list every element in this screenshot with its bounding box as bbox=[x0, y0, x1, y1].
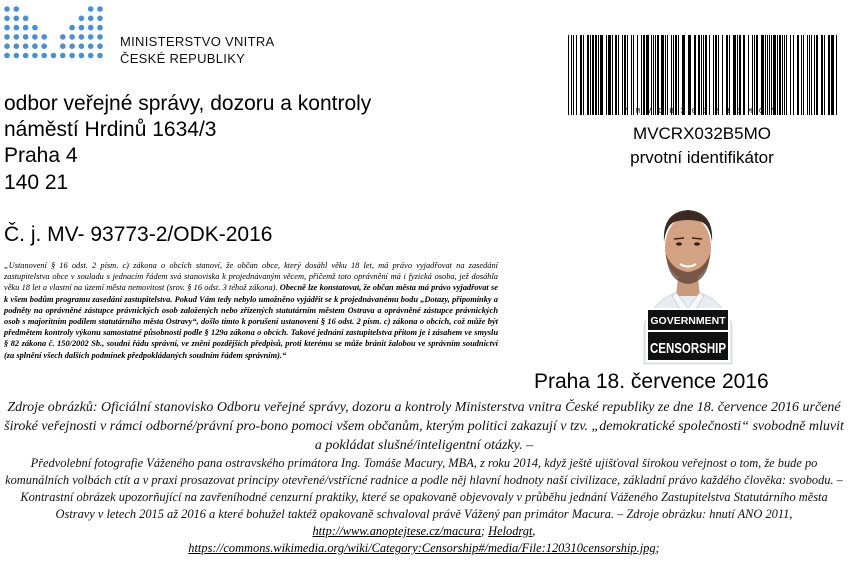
stamp-line-2: CENSORSHIP bbox=[650, 340, 726, 357]
barcode-bar bbox=[598, 35, 599, 115]
logo-dot bbox=[97, 53, 103, 59]
logo-dot bbox=[60, 34, 66, 40]
barcode-bar bbox=[769, 35, 770, 115]
barcode-bar bbox=[722, 35, 723, 115]
barcode-bar bbox=[665, 35, 666, 115]
barcode-bar bbox=[671, 35, 672, 115]
source-link-helodrgt[interactable]: Helodrgt bbox=[488, 524, 533, 538]
logo-dot bbox=[23, 34, 29, 40]
barcode-bar bbox=[777, 35, 778, 115]
barcode-bar bbox=[821, 35, 823, 115]
barcode-bar bbox=[737, 35, 738, 115]
barcode-bar bbox=[765, 35, 766, 115]
barcode-bar bbox=[571, 35, 572, 115]
logo-dot bbox=[23, 25, 29, 31]
logo-dot bbox=[14, 6, 20, 12]
caption-details-text: Předvolební fotografie Váženého pana ostravského primátora Ing. Tomáše Macury, MBA, z roku 2014, když ještě ujišťoval širokou veřejnost o tom, že bude po komunálních volbách ctít a v praxi prosazovat principy otevřené/vstřícné radnice a podle něj hlavní hodnoty naší civilizace, základní právo každého člověka: svobodu. – Kontrastní obrázek upozorňující na zavřeníhodné cenzurní praktiky, které se opakovaně objevovaly v průběhu jednání Váženého Zastupitelstva Statutárního města Ostravy v letech 2015 až 2016 a které bohužel taktéž opakovaně schvaloval právě Vážený pan primátor Macura. – Zdroje obrázku: hnutí ANO 2011, bbox=[5, 456, 843, 521]
logo-dot bbox=[32, 53, 38, 59]
barcode-bar bbox=[633, 35, 634, 115]
logo-dot bbox=[14, 43, 20, 49]
barcode-bar bbox=[631, 35, 632, 115]
barcode-bar bbox=[793, 35, 794, 115]
barcode-bar bbox=[682, 35, 685, 115]
caption-main: Zdroje obrázků: Oficiální stanovisko Odboru veřejné správy, dozoru a kontroly Ministerstva vnitra České republiky ze dne 18. července 2016 určené široké veřejnosti v rámci odborné/právní pro-bono pomoci všem občanům, kterým politici zakazují v tzv. „demokratické společnosti“ svobodně mluvit a pokládat slušné/inteligentní otázky. – bbox=[4, 400, 844, 453]
barcode-bar bbox=[587, 35, 589, 115]
barcode-bar bbox=[661, 35, 664, 115]
logo-dot bbox=[4, 34, 10, 40]
logo-dot bbox=[4, 43, 10, 49]
ministry-name-line-1: MINISTERSTVO VNITRA bbox=[120, 34, 275, 49]
source-link-wikimedia[interactable]: https://commons.wikimedia.org/wiki/Category:Censorship#/media/File:120310censorship.jpg bbox=[188, 541, 656, 555]
logo-dot bbox=[79, 43, 85, 49]
barcode-bar bbox=[673, 35, 674, 115]
barcode-bar bbox=[754, 35, 755, 115]
barcode-bar bbox=[627, 35, 628, 115]
source-link-ano[interactable]: http://www.anoptejtese.cz/macura bbox=[312, 524, 481, 538]
logo-dot bbox=[97, 16, 103, 22]
identifier-code: MVCRX032B5MO bbox=[633, 124, 771, 143]
barcode-bar bbox=[583, 35, 584, 115]
barcode-bar bbox=[573, 35, 574, 115]
logo-dot bbox=[32, 34, 38, 40]
caption-details bbox=[2, 455, 846, 557]
address-city: Praha 4 bbox=[4, 144, 78, 167]
barcode-bar bbox=[779, 35, 781, 115]
legal-quote bbox=[4, 260, 498, 361]
caption-comma: , bbox=[532, 524, 536, 538]
barcode-bar bbox=[811, 35, 812, 115]
document-date: Praha 18. července 2016 bbox=[534, 370, 769, 393]
barcode-bar bbox=[608, 35, 611, 115]
logo-dot bbox=[4, 25, 10, 31]
logo-dot bbox=[60, 43, 66, 49]
barcode-bar bbox=[580, 35, 582, 115]
logo-dot bbox=[4, 53, 10, 59]
barcode-bar bbox=[828, 35, 830, 115]
logo-dot bbox=[69, 34, 75, 40]
logo-dot bbox=[88, 16, 94, 22]
barcode-bar bbox=[836, 35, 837, 115]
barcode-bar bbox=[713, 35, 714, 115]
caption-separator: ; bbox=[480, 524, 489, 538]
logo-dot bbox=[51, 53, 57, 59]
logo-dot bbox=[32, 25, 38, 31]
barcode-bar bbox=[824, 35, 825, 115]
logo-dot bbox=[88, 34, 94, 40]
barcode-bar bbox=[667, 35, 668, 115]
barcode-bar bbox=[703, 35, 704, 115]
logo-dot bbox=[41, 53, 47, 59]
logo-dot bbox=[23, 53, 29, 59]
logo-dot bbox=[23, 43, 29, 49]
barcode-bar bbox=[694, 35, 696, 115]
barcode-bar bbox=[600, 35, 603, 115]
barcode-bar bbox=[705, 35, 707, 115]
barcode-bar bbox=[782, 35, 783, 115]
barcode-bar bbox=[657, 35, 659, 115]
ministry-logo-icon bbox=[2, 4, 106, 62]
logo-dot bbox=[79, 53, 85, 59]
barcode-bar bbox=[624, 35, 626, 115]
barcode-bar bbox=[715, 35, 717, 115]
barcode-bar bbox=[733, 35, 736, 115]
legal-quote-intro: „Ustanovení § 16 odst. 2 písm. c) zákona o obcích stanoví, že občan obce, který dosáhl věku 18 let, má právo vyjadřovat na zasedání zastupitelstva obce v souladu s jednacím řádem svá stanoviska k projednávaným věcem, přičemž toto oprávnění má i fyzická osoba, jež dosáhla věku 18 let a vlastní na území města nemovitost (srov. § 16 odst. 3 téhož zákona). bbox=[4, 261, 498, 293]
logo-dot bbox=[79, 34, 85, 40]
barcode-bar bbox=[809, 35, 810, 115]
barcode-human-readable: *MVCRX032B5MO* bbox=[624, 108, 782, 116]
address-department: odbor veřejné správy, dozoru a kontroly bbox=[4, 92, 372, 115]
portrait-photo-icon bbox=[638, 184, 738, 364]
barcode-bar bbox=[761, 35, 764, 115]
barcode-bar bbox=[718, 35, 719, 115]
reference-number: Č. j. MV- 93773-2/ODK-2016 bbox=[4, 223, 273, 246]
barcode-bar bbox=[816, 35, 818, 115]
barcode-bar bbox=[606, 35, 607, 115]
logo-dot bbox=[97, 25, 103, 31]
barcode-bar bbox=[641, 35, 642, 115]
logo-dot bbox=[60, 53, 66, 59]
barcode-bar bbox=[646, 35, 649, 115]
barcode-bar bbox=[622, 35, 623, 115]
logo-dot bbox=[88, 53, 94, 59]
barcode-bar bbox=[655, 35, 656, 115]
barcode-bar bbox=[756, 35, 758, 115]
barcode-bar bbox=[595, 35, 597, 115]
logo-dot bbox=[97, 43, 103, 49]
barcode-icon bbox=[566, 35, 840, 115]
barcode-bar bbox=[701, 35, 702, 115]
barcode-bar bbox=[801, 35, 802, 115]
barcode-bar bbox=[739, 35, 741, 115]
barcode-bar bbox=[637, 35, 638, 115]
barcode-bar bbox=[771, 35, 772, 115]
barcode-bar bbox=[675, 35, 677, 115]
logo-dot bbox=[41, 34, 47, 40]
barcode-bar bbox=[814, 35, 815, 115]
barcode-bar bbox=[643, 35, 645, 115]
barcode-bar bbox=[592, 35, 594, 115]
barcode-bar bbox=[748, 35, 749, 115]
logo-dot bbox=[69, 43, 75, 49]
caption-end: ; bbox=[655, 541, 660, 555]
barcode-bar bbox=[831, 35, 834, 115]
barcode-bar bbox=[618, 35, 619, 115]
logo-dot bbox=[79, 16, 85, 22]
barcode-bar bbox=[612, 35, 613, 115]
barcode-bar bbox=[651, 35, 652, 115]
address-postcode: 140 21 bbox=[4, 171, 69, 194]
logo-dot bbox=[41, 43, 47, 49]
logo-dot bbox=[4, 16, 10, 22]
image-caption bbox=[2, 398, 846, 557]
barcode-bar bbox=[784, 35, 785, 115]
barcode-bar bbox=[752, 35, 753, 115]
logo-dot bbox=[23, 16, 29, 22]
barcode-bar bbox=[729, 35, 730, 115]
logo-dot bbox=[14, 53, 20, 59]
barcode-bar bbox=[803, 35, 804, 115]
logo-dot bbox=[88, 43, 94, 49]
legal-quote-bold: Obecně lze konstatovat, že občan města má právo vyjadřovat se k všem bodům programu zasedání zastupitelstva. Pokud Vám tedy nebylo umožněno vyjádřit se k projednávanému bodu „Dotazy, připomínky a podněty na oprávněné zástupce právnických osob založených nebo zřízených statutárním městem Ostrava a oprávněné zástupce právnických osob s majoritním podílem statutárního města Ostravy“, došlo tímto k porušení ustanovení § 16 odst. 2 písm. c) zákona o obcích, což může být předmětem kontroly výkonu samostatné působnosti podle § 129a zákona o obcích. Takové jednání zastupitelstva přitom je i zásahem ve smyslu § 82 zákona č. 150/2002 Sb., soudní řádu správní, ve znění pozdějších předpisů, proti kterému se může bránit žalobou ve správním soudnictví (za splnění všech dalších podmínek předpokládaných soudním řádem správním).“ bbox=[4, 283, 498, 360]
logo-dot bbox=[79, 25, 85, 31]
barcode-bar bbox=[678, 35, 679, 115]
barcode-bar bbox=[698, 35, 700, 115]
logo-dot bbox=[88, 6, 94, 12]
barcode-bar bbox=[576, 35, 577, 115]
barcode-bar bbox=[590, 35, 591, 115]
logo-dot bbox=[14, 16, 20, 22]
address-street: náměstí Hrdinů 1634/3 bbox=[4, 118, 217, 141]
identifier-label: prvotní identifikátor bbox=[630, 148, 774, 167]
barcode-bar bbox=[807, 35, 808, 115]
logo-dot bbox=[14, 34, 20, 40]
logo-dot bbox=[88, 25, 94, 31]
barcode-bar bbox=[726, 35, 728, 115]
barcode-bar bbox=[743, 35, 745, 115]
barcode-bar bbox=[773, 35, 776, 115]
logo-dot bbox=[32, 43, 38, 49]
barcode-bar bbox=[709, 35, 710, 115]
logo-dot bbox=[69, 53, 75, 59]
barcode-bar bbox=[767, 35, 768, 115]
logo-dot bbox=[69, 25, 75, 31]
logo-dot bbox=[14, 25, 20, 31]
stamp-line-1: GOVERNMENT bbox=[650, 315, 726, 327]
logo-dot bbox=[97, 6, 103, 12]
barcode-bar bbox=[568, 35, 569, 115]
logo-dot bbox=[97, 34, 103, 40]
barcode-bar bbox=[653, 35, 654, 115]
barcode-bar bbox=[797, 35, 799, 115]
barcode-bar bbox=[688, 35, 691, 115]
barcode-bar bbox=[790, 35, 791, 115]
barcode-bar bbox=[615, 35, 617, 115]
barcode-bar bbox=[786, 35, 787, 115]
ministry-name-line-2: ČESKÉ REPUBLIKY bbox=[120, 51, 246, 66]
logo-dot bbox=[4, 6, 10, 12]
